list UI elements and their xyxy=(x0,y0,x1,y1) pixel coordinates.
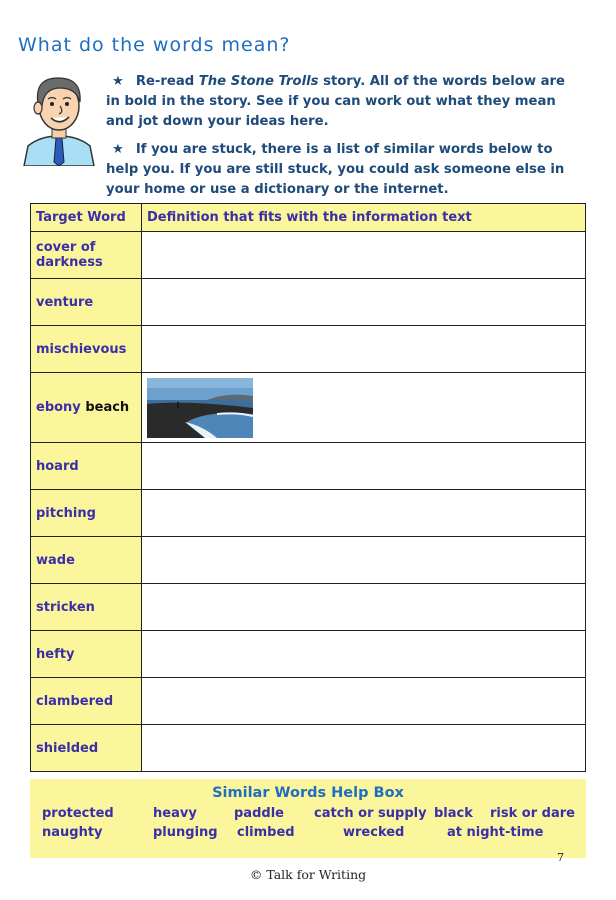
similar-words-help-box xyxy=(30,779,586,858)
help-word: protected xyxy=(42,806,114,821)
table-row xyxy=(31,631,586,678)
table-header-row xyxy=(31,204,586,232)
help-word: catch or supply xyxy=(314,806,427,821)
copyright-footer: © Talk for Writing xyxy=(249,867,367,882)
table-row xyxy=(31,279,586,326)
intro-paragraph-1: ★ Re-read The Stone Trolls story. All of the words below are in bold in the story. See if you can work out what they mean and jot down your ideas here. xyxy=(106,74,565,129)
target-word: stricken xyxy=(31,584,142,631)
help-word: black xyxy=(434,806,473,821)
table-row xyxy=(31,584,586,631)
definition-cell[interactable] xyxy=(142,279,586,326)
target-word: hoard xyxy=(31,443,142,490)
target-word: ebony beach xyxy=(31,373,142,443)
story-title: The Stone Trolls xyxy=(198,74,319,89)
definition-cell[interactable] xyxy=(142,490,586,537)
definition-cell[interactable] xyxy=(142,584,586,631)
header-target-word: Target Word xyxy=(31,204,142,232)
table-row xyxy=(31,443,586,490)
help-word: risk or dare xyxy=(490,806,575,821)
help-word: climbed xyxy=(237,825,295,840)
target-word: wade xyxy=(31,537,142,584)
definition-cell[interactable] xyxy=(142,725,586,772)
definition-cell[interactable] xyxy=(142,326,586,373)
definition-cell[interactable] xyxy=(142,443,586,490)
help-word: naughty xyxy=(42,825,103,840)
target-word: pitching xyxy=(31,490,142,537)
help-word: plunging xyxy=(153,825,218,840)
table-row xyxy=(31,326,586,373)
table-row xyxy=(31,490,586,537)
definition-cell[interactable] xyxy=(142,678,586,725)
intro-paragraph-2: ★ If you are stuck, there is a list of similar words below to help you. If you are still stuck, you could ask someone else in your home or use a dictionary or the internet. xyxy=(106,142,565,197)
help-box-title: Similar Words Help Box xyxy=(212,785,404,801)
table-row xyxy=(31,537,586,584)
table-row xyxy=(31,725,586,772)
definition-cell[interactable] xyxy=(142,631,586,678)
beach-photo xyxy=(147,378,253,438)
help-word: wrecked xyxy=(343,825,405,840)
target-word: cover of darkness xyxy=(31,232,142,279)
teacher-cartoon-icon xyxy=(20,70,98,166)
target-word: hefty xyxy=(31,631,142,678)
help-word: heavy xyxy=(153,806,197,821)
help-word: paddle xyxy=(234,806,284,821)
target-word: shielded xyxy=(31,725,142,772)
star-icon: ★ xyxy=(112,142,124,157)
definition-cell[interactable] xyxy=(142,232,586,279)
target-word: clambered xyxy=(31,678,142,725)
vocabulary-table xyxy=(30,203,586,772)
target-word: mischievous xyxy=(31,326,142,373)
help-word: at night-time xyxy=(447,825,544,840)
page-number: 7 xyxy=(557,851,564,864)
table-row xyxy=(31,232,586,279)
definition-cell[interactable] xyxy=(142,373,586,443)
page-title: What do the words mean? xyxy=(18,34,291,56)
table-row xyxy=(31,678,586,725)
table-row xyxy=(31,373,586,443)
header-definition: Definition that fits with the information text xyxy=(142,204,586,232)
target-word: venture xyxy=(31,279,142,326)
definition-cell[interactable] xyxy=(142,537,586,584)
star-icon: ★ xyxy=(112,74,124,89)
